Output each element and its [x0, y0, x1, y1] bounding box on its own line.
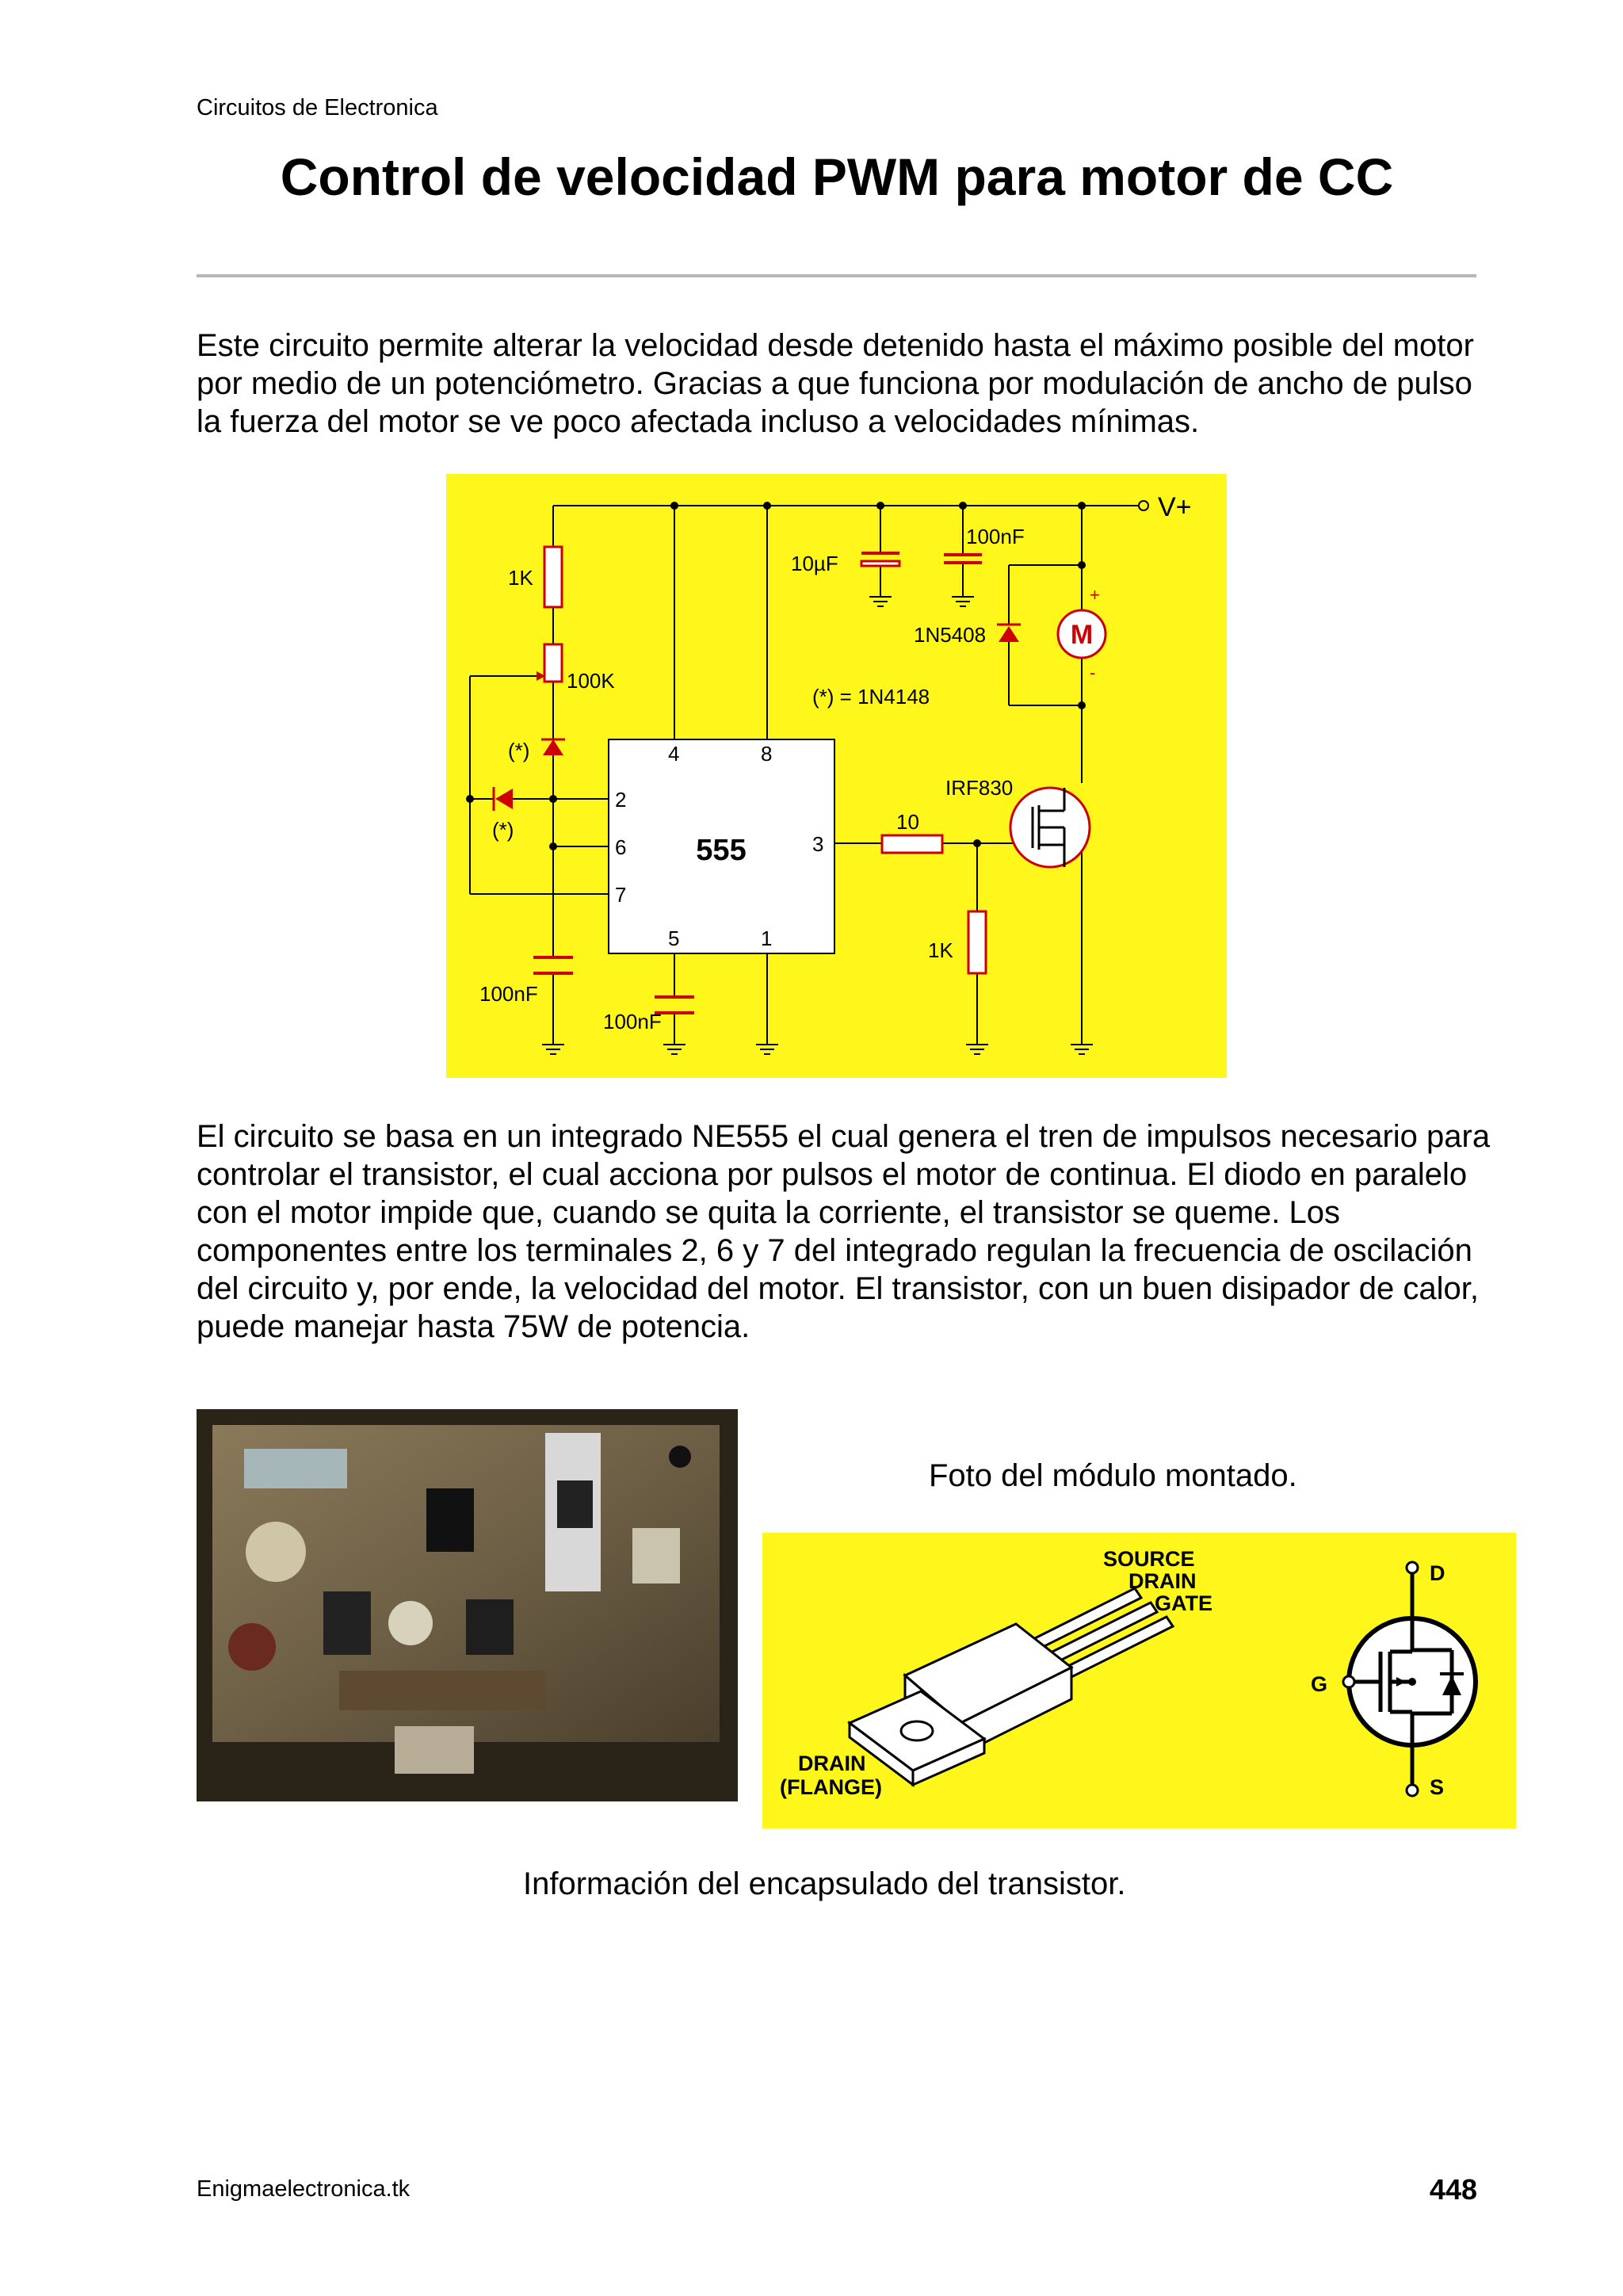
- diode-lower-mark: (*): [492, 818, 514, 842]
- pin5: 5: [668, 926, 680, 950]
- photo-caption: Foto del módulo montado.: [929, 1458, 1297, 1493]
- potentiometer-100k: [544, 644, 562, 682]
- mosfet-s-label: S: [1430, 1775, 1445, 1799]
- resistor-1k: [544, 547, 562, 607]
- intro-paragraph: Este circuito permite alterar la velocidad desde detenido hasta el máximo posible del motor por medio de un potenciómetro. Gracias a que funciona por modulación de ancho de pulso la fuerza del motor se ve poco afectada incluso a velocidades mínimas.: [197, 328, 1474, 439]
- pin6: 6: [615, 835, 627, 859]
- diode-motor-label: 1N5408: [914, 623, 987, 647]
- pin3: 3: [812, 832, 824, 856]
- motor-minus: -: [1090, 663, 1096, 682]
- diode-upper-icon: [543, 739, 563, 755]
- transistor-package-diagram: [762, 1533, 1516, 1828]
- r-pulldown-label: 1K: [928, 938, 953, 962]
- diode-lower-icon: [495, 789, 513, 809]
- motor-plus: +: [1090, 585, 1100, 605]
- pkg-flange-label-2: (FLANGE): [780, 1775, 882, 1799]
- pkg-source-label: SOURCE: [1103, 1547, 1195, 1571]
- description-paragraph: El circuito se basa en un integrado NE555 el cual genera el tren de impulsos necesario para controlar el transistor, el cual acciona por pulsos el motor de continua. El diodo en paralelo con el motor impide que, cuando se quita la corriente, el transistor se queme. Los componentes entre los terminales 2, 6 y 7 del integrado regulan la frecuencia de oscilación del circuito y, por ende, la velocidad del motor. El transistor, con un buen disipador de calor, puede manejar hasta 75W de potencia.: [197, 1119, 1491, 1344]
- diode-note: (*) = 1N4148: [812, 685, 930, 709]
- diode-upper-mark: (*): [508, 739, 530, 762]
- pin7: 7: [615, 883, 627, 907]
- resistor-1k-pulldown: [968, 911, 986, 973]
- c-timing-label: 100nF: [479, 982, 538, 1006]
- running-header: Circuitos de Electronica: [197, 95, 438, 120]
- motor-label: M: [1070, 620, 1094, 650]
- circuit-schematic: [446, 474, 1227, 1078]
- diode-1n5408-icon: [999, 626, 1019, 642]
- resistor-10: [882, 835, 942, 853]
- vplus-label: V+: [1158, 492, 1192, 522]
- r-gate-label: 10: [896, 810, 919, 834]
- mosfet-g-label: G: [1311, 1672, 1328, 1696]
- c-elec-label: 10µF: [791, 552, 838, 575]
- c-top-label: 100nF: [966, 525, 1025, 548]
- pkg-drain-label: DRAIN: [1128, 1569, 1197, 1593]
- page-title: Control de velocidad PWM para motor de CC: [280, 147, 1394, 206]
- title-divider: [197, 274, 1476, 277]
- pkg-gate-label: GATE: [1155, 1591, 1212, 1615]
- transistor-label: IRF830: [945, 776, 1014, 800]
- pin1: 1: [761, 926, 773, 950]
- module-photo: [197, 1409, 738, 1801]
- c-ctrl-label: 100nF: [603, 1010, 662, 1033]
- mosfet-d-label: D: [1430, 1561, 1445, 1585]
- r1-label: 1K: [508, 566, 533, 590]
- pkg-flange-label-1: DRAIN: [798, 1752, 866, 1775]
- pin8: 8: [761, 742, 773, 766]
- ic-label: 555: [696, 834, 747, 867]
- pin4: 4: [668, 742, 680, 766]
- page-number: 448: [1429, 2173, 1477, 2206]
- footer-site: Enigmaelectronica.tk: [197, 2176, 411, 2202]
- pin2: 2: [615, 788, 627, 812]
- package-caption: Información del encapsulado del transistor.: [523, 1866, 1126, 1901]
- pot-label: 100K: [567, 669, 615, 693]
